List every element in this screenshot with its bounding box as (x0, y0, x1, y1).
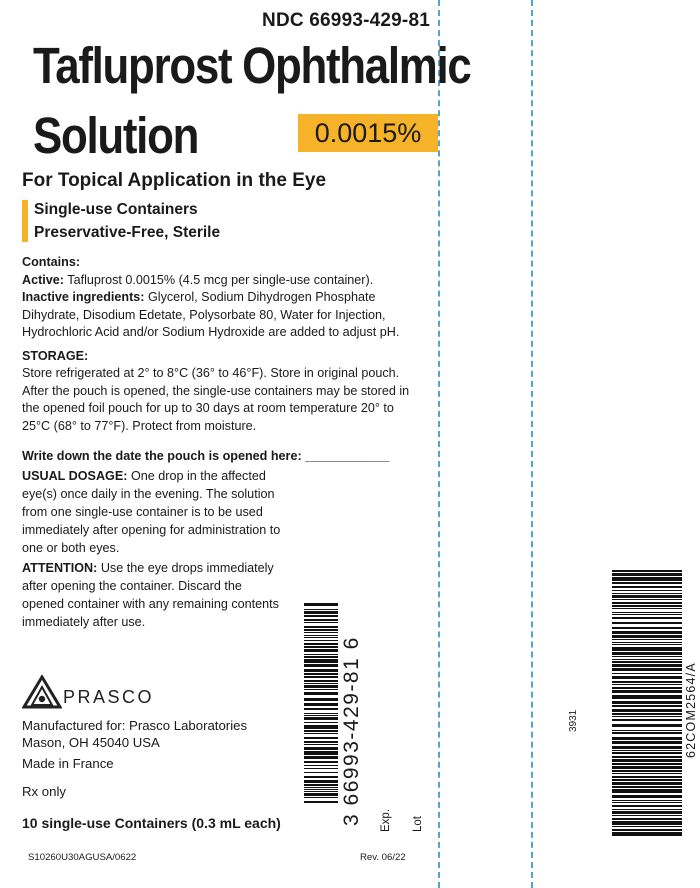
upc-bar (304, 611, 338, 614)
pharmacode-bar (612, 782, 682, 785)
contents-section (22, 254, 417, 435)
product-title-line1: Tafluprost Ophthalmic (33, 37, 471, 94)
upc-bar (304, 715, 338, 716)
fold-line-left (438, 0, 440, 888)
pharmacode-bar (612, 647, 682, 651)
pharmacode-bar (612, 752, 682, 754)
upc-bar (304, 708, 338, 710)
pharmacode-bar (612, 826, 682, 827)
container-count: 10 single-use Containers (0.3 mL each) (22, 815, 281, 831)
upc-bar (304, 603, 338, 606)
upc-bar (304, 797, 338, 798)
pharmacode-bar (612, 599, 682, 600)
item-code: S10260U30AGUSA/0622 (28, 852, 137, 863)
pharmacode-bar (612, 730, 682, 731)
attention-section (22, 559, 284, 631)
pharmacode-bar (612, 763, 682, 765)
feature-accent-bar (22, 200, 28, 242)
upc-bar (304, 637, 338, 638)
upc-bar (304, 784, 338, 786)
upc-bar (304, 756, 338, 759)
active-label: Active: (22, 272, 64, 287)
pharmacode-bar (612, 709, 682, 712)
pharmacode-bar (612, 586, 682, 588)
pharmacode-bar (612, 756, 682, 758)
pharmacode-bar (612, 590, 682, 591)
revision-date: Rev. 06/22 (360, 852, 406, 863)
pharmacode-bar (612, 593, 682, 594)
upc-bar (304, 689, 338, 690)
route-subtitle: For Topical Application in the Eye (22, 170, 327, 191)
brand-name: PRASCO (63, 687, 155, 707)
upc-bar (304, 692, 338, 695)
upc-barcode (304, 603, 338, 803)
pharmacode-bar (612, 668, 682, 671)
pharmacode-number: 62COM2564/A (684, 662, 698, 758)
pharmacode-bar (612, 776, 682, 778)
pharmacode-bar (612, 614, 682, 615)
upc-bar (304, 801, 338, 803)
pharmacode-bar (612, 644, 682, 645)
pharmacode-bar (612, 724, 682, 727)
pharmacode-bar (612, 627, 682, 629)
pharmacode-bar (612, 595, 682, 598)
contains-heading: Contains: (22, 255, 81, 269)
pharmacode-bar (612, 741, 682, 744)
pharmacode-bar (612, 695, 682, 699)
upc-bar (304, 664, 338, 667)
fold-line-right (531, 0, 533, 888)
upc-bar (304, 725, 338, 729)
dosage-section (22, 467, 284, 557)
pharmacode-bar (612, 805, 682, 807)
attention-text: Use the eye drops immediately after opening the container. Discard the opened container with any remaining contents immediately after use. (22, 561, 279, 629)
upc-bar (304, 772, 338, 773)
dosage-label: USUAL DOSAGE: (22, 469, 128, 483)
pharmacode-bar (612, 608, 682, 609)
upc-bar (304, 776, 338, 778)
upc-bar (304, 669, 338, 672)
mfg-label: Manufactured for: (22, 718, 126, 733)
upc-bar (304, 765, 338, 766)
pharmacode-bar (612, 631, 682, 634)
upc-number: 3 66993-429-81 6 (340, 636, 363, 826)
upc-bar (304, 649, 338, 652)
upc-bar (304, 680, 338, 682)
upc-bar (304, 676, 338, 678)
pharmacode-bar (612, 716, 682, 717)
pharmacode-bar (612, 815, 682, 816)
upc-bar (304, 619, 338, 621)
made-in: Made in France (22, 756, 114, 771)
inactive-label: Inactive ingredients: (22, 290, 145, 304)
prasco-logo-icon (22, 675, 62, 711)
pharmacode-bar (612, 664, 682, 667)
pharmacode-bar (612, 737, 682, 740)
upc-bar (304, 761, 338, 763)
rx-only: Rx only (22, 784, 66, 799)
upc-bar (304, 635, 338, 636)
upc-bar (304, 722, 338, 723)
pharmacode-barcode (612, 570, 682, 838)
pharmacode-bar (612, 582, 682, 584)
pharmacode-bar (612, 795, 682, 798)
feature-preservative-free: Preservative-Free, Sterile (34, 224, 221, 241)
exp-label: Exp. (380, 808, 392, 832)
strength-badge: 0.0015% (298, 114, 438, 152)
upc-bar (304, 659, 338, 663)
upc-bar (304, 615, 338, 617)
pharmacode-bar (612, 766, 682, 769)
pharmacode-bar (612, 719, 682, 721)
pharmacode-bar (612, 659, 682, 660)
upc-bar (304, 683, 338, 684)
pharmacode-bar (612, 639, 682, 640)
upc-bar (304, 643, 338, 645)
inactive-text: Glycerol, Sodium Dihydrogen Phosphate Dihydrate, Disodium Edetate, Polysorbate 80, Water for Injection, Hydrochloric Acid and/or Sodium Hydroxide are added to adjust pH. (22, 290, 400, 339)
pharmacode-bar (612, 713, 682, 715)
pharmacode-bar (612, 701, 682, 704)
pharmacode-bar (612, 652, 682, 655)
upc-bar (304, 622, 338, 623)
pharmacode-bar (612, 635, 682, 638)
pharmacode-bar (612, 773, 682, 774)
lot-label: Lot (412, 816, 424, 832)
upc-bar (304, 751, 338, 755)
upc-bar (304, 741, 338, 743)
panel-code: 3931 (568, 709, 579, 732)
upc-bar (304, 789, 338, 790)
upc-bar (304, 654, 338, 655)
pharmacode-bar (612, 612, 682, 613)
upc-bar (304, 656, 338, 658)
pharmacode-bar (612, 705, 682, 707)
pharmacode-bar (612, 821, 682, 825)
pharmacode-bar (612, 573, 682, 576)
upc-bar (304, 632, 338, 633)
upc-bar (304, 768, 338, 769)
upc-bar (304, 640, 338, 641)
upc-bar (304, 703, 338, 706)
pharmacode-bar (612, 602, 682, 604)
pharmacode-bar (612, 829, 682, 831)
pharmacode-bar (612, 676, 682, 679)
pharmacode-bar (612, 759, 682, 762)
pharmacode-bar (612, 673, 682, 674)
upc-bar (304, 791, 338, 792)
pharmacode-bar (612, 642, 682, 643)
pharmacode-bar (612, 690, 682, 693)
pharmacode-bar (612, 732, 682, 734)
pharmacode-bar (612, 811, 682, 814)
attention-label: ATTENTION: (22, 561, 98, 575)
pharmacode-bar (612, 802, 682, 803)
pharmacode-bar (612, 684, 682, 685)
upc-bar (304, 717, 338, 720)
upc-bar (304, 626, 338, 628)
upc-bar (304, 787, 338, 788)
pharmacode-bar (612, 681, 682, 683)
upc-bar (304, 646, 338, 648)
pharmacode-bar (612, 746, 682, 749)
pharmacode-bar (612, 789, 682, 793)
pharmacode-bar (612, 617, 682, 619)
write-date-line: Write down the date the pouch is opened here: ____________ (22, 449, 390, 463)
pharmacode-bar (612, 656, 682, 657)
upc-bar (304, 744, 338, 745)
upc-bar (304, 629, 338, 631)
upc-bar (304, 673, 338, 675)
pharmacode-bar (612, 687, 682, 689)
manufacturer-line (22, 717, 247, 734)
pharmacode-bar (612, 832, 682, 836)
upc-bar (304, 698, 338, 701)
upc-bar (304, 737, 338, 739)
upc-bar (304, 609, 338, 610)
upc-bar (304, 730, 338, 732)
mfg-city: Mason, OH 45040 USA (22, 735, 160, 750)
product-title-line2: Solution (33, 107, 199, 164)
active-text: Tafluprost 0.0015% (4.5 mcg per single-use container). (67, 272, 374, 287)
upc-bar (304, 747, 338, 750)
pharmacode-bar (612, 809, 682, 810)
pharmacode-bar (612, 786, 682, 788)
upc-bar (304, 713, 338, 714)
pharmacode-bar (612, 818, 682, 820)
pharmacode-bar (612, 577, 682, 581)
upc-bar (304, 793, 338, 796)
pharmacode-bar (612, 570, 682, 572)
storage-heading: STORAGE: (22, 348, 89, 363)
dosage-text: One drop in the affected eye(s) once daily in the evening. The solution from one single-use container is to be used immediately after opening for administration to one or both eyes. (22, 469, 281, 555)
upc-bar (304, 733, 338, 734)
pharmacode-bar (612, 779, 682, 781)
pharmacode-bar (612, 800, 682, 801)
feature-single-use: Single-use Containers (34, 201, 198, 218)
pharmacode-bar (612, 661, 682, 663)
pharmacode-bar (612, 622, 682, 624)
mfg-company: Prasco Laboratories (129, 718, 248, 733)
pharmacode-bar (612, 770, 682, 772)
ndc-number: NDC 66993-429-81 (262, 10, 430, 31)
pharmacode-bar (612, 750, 682, 751)
upc-bar (304, 780, 338, 783)
storage-text: Store refrigerated at 2° to 8°C (36° to 46°F). Store in original pouch. After the pouch is opened, the single-use containers may be stored in the opened foil pouch for up to 30 days at room temperature 20° to 25°C (68° to 77°F). Protect from moisture. (22, 366, 410, 433)
pharmacode-bar (612, 605, 682, 607)
upc-bar (304, 685, 338, 688)
